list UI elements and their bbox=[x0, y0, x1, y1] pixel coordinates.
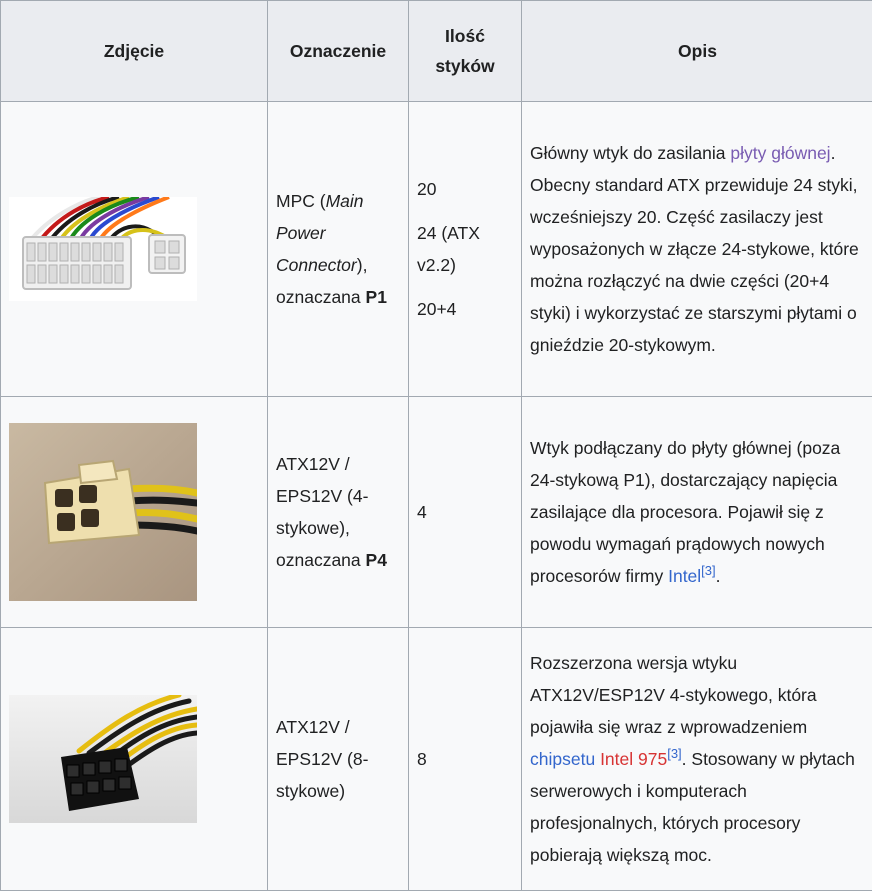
designation-italic: Main Power Connector bbox=[276, 191, 364, 275]
pins-cell bbox=[409, 102, 522, 397]
reference-3-link[interactable]: [3] bbox=[701, 563, 716, 579]
pin-count: 20+4 bbox=[417, 299, 457, 319]
description-cell bbox=[522, 397, 872, 628]
link-plyty-glownej[interactable]: płyty głównej bbox=[730, 143, 831, 163]
link-chipset[interactable]: chipsetu bbox=[530, 749, 596, 769]
pin-count: 24 (ATX v2.2) bbox=[417, 223, 480, 275]
designation-cell bbox=[268, 102, 409, 397]
pin-count: 4 bbox=[417, 502, 427, 522]
designation-code: P4 bbox=[365, 550, 387, 570]
pins-cell bbox=[409, 628, 522, 891]
pin-count: 20 bbox=[417, 179, 437, 199]
table-row bbox=[1, 397, 872, 628]
designation-code: P1 bbox=[365, 287, 387, 307]
description-text: Główny wtyk do zasilania bbox=[530, 143, 731, 163]
description-text: Rozszerzona wersja wtyku ATX12V/ESP12V 4-stykowego, która pojawiła się wraz z wprowadzeniem bbox=[530, 653, 817, 737]
description-text: . Stosowany w płytach serwerowych i komputerach profesjonalnych, których procesory pobierają większą moc. bbox=[530, 749, 855, 865]
photo-cell bbox=[1, 628, 268, 891]
header-row bbox=[1, 1, 872, 102]
photo-cell bbox=[1, 102, 268, 397]
atx-24pin-connector-photo[interactable] bbox=[9, 197, 259, 301]
atx12v-8pin-connector-photo[interactable] bbox=[9, 695, 259, 823]
designation-cell bbox=[268, 628, 409, 891]
header-pins[interactable] bbox=[409, 1, 522, 102]
atx12v-4pin-connector-photo[interactable] bbox=[9, 423, 259, 601]
designation-text: MPC ( bbox=[276, 191, 326, 211]
header-description[interactable]: Opis bbox=[522, 1, 872, 102]
description-text: Wtyk podłączany do płyty głównej (poza 24-stykową P1), dostarczający napięcia zasilające dla procesora. Pojawił się z powodu wymagań prądowych nowych procesorów firmy bbox=[530, 438, 841, 586]
designation-cell bbox=[268, 397, 409, 628]
link-intel[interactable]: Intel bbox=[668, 566, 702, 586]
description-cell bbox=[522, 102, 872, 397]
description-text: . Obecny standard ATX przewiduje 24 styki, wcześniejszy 20. Część zasilaczy jest wyposażonych w złącze 24-stykowe, które można rozłączyć na dwie części (20+4 styki) i wykorzystać ze starszymi płytami o gnieździe 20-stykowym. bbox=[530, 143, 859, 355]
pins-cell bbox=[409, 397, 522, 628]
table-row bbox=[1, 102, 872, 397]
link-intel-975[interactable]: Intel 975 bbox=[600, 749, 668, 769]
description-text: . bbox=[715, 566, 721, 586]
pin-count: 8 bbox=[417, 749, 427, 769]
designation-text: ATX12V / EPS12V (4-stykowe), oznaczana bbox=[276, 454, 369, 570]
designation-text: ), oznaczana bbox=[276, 255, 368, 307]
header-pins-label: Ilość styków bbox=[435, 26, 495, 76]
photo-cell bbox=[1, 397, 268, 628]
header-designation[interactable]: Oznaczenie bbox=[268, 1, 409, 102]
header-photo[interactable]: Zdjęcie bbox=[1, 1, 268, 102]
reference-3-link[interactable]: [3] bbox=[667, 746, 682, 762]
designation-text: ATX12V / EPS12V (8-stykowe) bbox=[276, 717, 369, 801]
table-row bbox=[1, 628, 872, 891]
description-cell bbox=[522, 628, 872, 891]
